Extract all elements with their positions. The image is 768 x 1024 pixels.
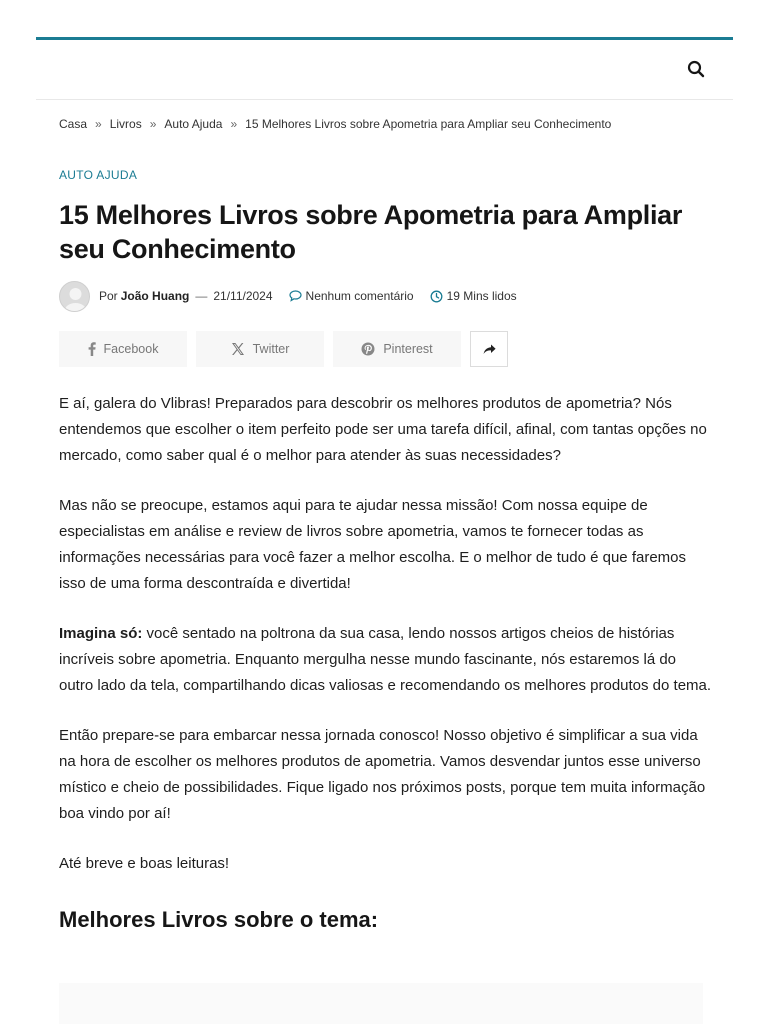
comments-count: Nenhum comentário <box>305 289 414 303</box>
breadcrumb <box>59 117 611 131</box>
clock-icon <box>430 290 443 303</box>
breadcrumb-livros[interactable]: Livros <box>109 117 142 131</box>
share-more-button[interactable] <box>470 331 508 367</box>
facebook-label: Facebook <box>103 342 159 356</box>
comment-icon <box>289 290 302 302</box>
category-link[interactable]: AUTO AJUDA <box>59 168 138 182</box>
read-time <box>430 289 517 303</box>
breadcrumb-home[interactable]: Casa <box>59 117 88 131</box>
section-heading: Melhores Livros sobre o tema: <box>59 907 379 932</box>
product-box-top <box>59 983 703 1024</box>
read-time-text: 19 Mins lidos <box>446 289 517 303</box>
article-content <box>59 391 713 935</box>
paragraph <box>59 621 713 699</box>
x-twitter-icon <box>231 342 245 356</box>
article-title: 15 Melhores Livros sobre Apometria para Ampliar seu Conhecimento <box>59 200 683 264</box>
share-facebook-button[interactable] <box>59 331 187 367</box>
author-link[interactable]: João Huang <box>120 289 190 303</box>
twitter-label: Twitter <box>252 342 290 356</box>
by-label: Por <box>99 289 118 303</box>
pinterest-label: Pinterest <box>383 342 433 356</box>
site-header <box>36 40 733 100</box>
breadcrumb-auto-ajuda[interactable]: Auto Ajuda <box>164 117 223 131</box>
paragraph: Mas não se preocupe, estamos aqui para te ajudar nessa missão! Com nossa equipe de especialistas em análise e review de livros sobre apometria, vamos te fornecer todas as informações necessárias para você fazer a melhor escolha. E o melhor de tudo é que faremos isso de uma forma descontraída e divertida! <box>59 497 686 592</box>
paragraph: E aí, galera do Vlibras! Preparados para descobrir os melhores produtos de apometria? Nós entendemos que escolher o item perfeito pode ser uma tarefa difícil, afinal, com tantas opções no mercado, como saber qual é o melhor para atender às suas necessidades? <box>59 395 707 464</box>
meta-dash: — <box>195 289 208 303</box>
share-bar <box>59 331 508 367</box>
comments-link[interactable] <box>289 289 414 303</box>
paragraph-text: você sentado na poltrona da sua casa, lendo nossos artigos cheios de histórias incríveis sobre apometria. Enquanto mergulha nesse mundo fascinante, nós estaremos lá do outro lado da tela, compartilhando dicas valiosas e recomendando os melhores produtos do tema. <box>59 625 712 694</box>
pinterest-icon <box>361 342 375 356</box>
paragraph: Até breve e boas leituras! <box>59 855 230 872</box>
facebook-icon <box>88 342 96 356</box>
author-avatar[interactable] <box>59 281 90 312</box>
search-icon <box>687 60 705 78</box>
user-icon <box>60 282 90 312</box>
search-button[interactable] <box>687 60 707 80</box>
paragraph: Então prepare-se para embarcar nessa jornada conosco! Nosso objetivo é simplificar a sua vida na hora de escolher os melhores produtos de apometria. Vamos desvendar juntos esse universo místico e cheio de possibilidades. Fique ligado nos próximos posts, porque tem muita informação boa vindo por aí! <box>59 727 706 822</box>
breadcrumb-separator: » <box>230 117 238 131</box>
breadcrumb-current: 15 Melhores Livros sobre Apometria para Ampliar seu Conhecimento <box>245 117 612 131</box>
share-twitter-button[interactable] <box>196 331 324 367</box>
post-date: 21/11/2024 <box>213 289 273 303</box>
breadcrumb-separator: » <box>149 117 157 131</box>
paragraph-bold-lead: Imagina só: <box>59 625 143 642</box>
share-pinterest-button[interactable] <box>333 331 461 367</box>
article-meta <box>59 280 517 312</box>
share-arrow-icon <box>483 344 496 355</box>
breadcrumb-separator: » <box>95 117 102 131</box>
